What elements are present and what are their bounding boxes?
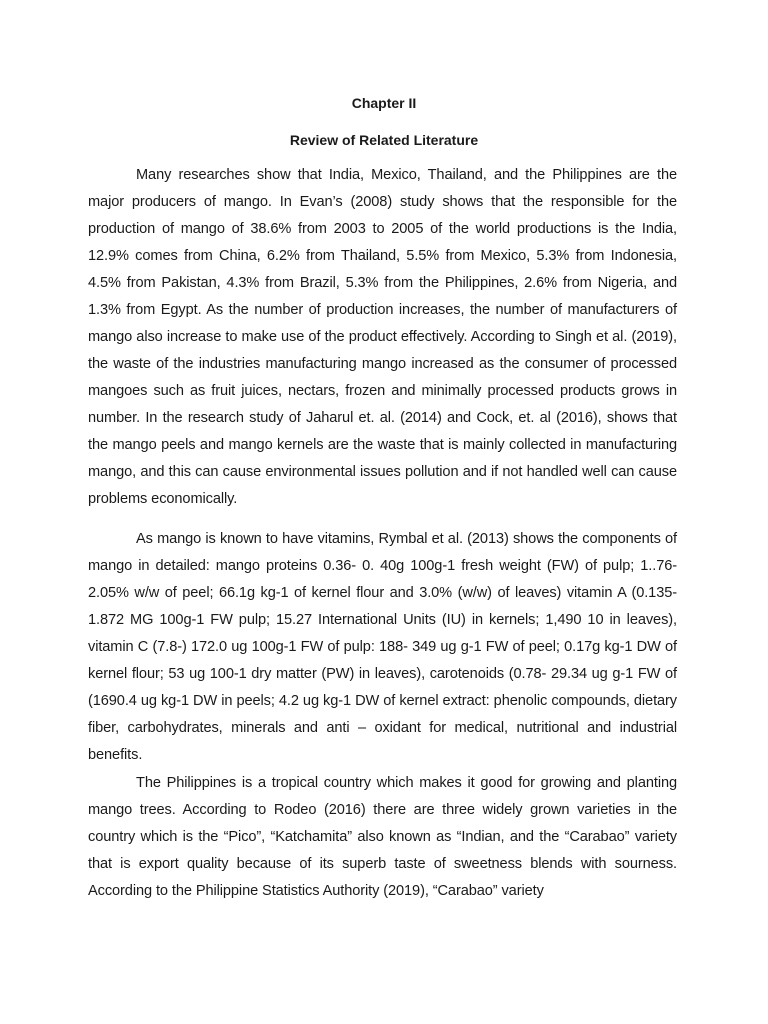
- paragraph-2: As mango is known to have vitamins, Rymbal et al. (2013) shows the components of mango in detailed: mango proteins 0.36- 0. 40g 100g-1 fresh weight (FW) of pulp; 1..76- 2.05% w/w of peel; 66.1g kg-1 of kernel flour and 3.0% (w/w) of leaves) vitamin A (0.135- 1.872 MG 100g-1 FW pulp; 15.27 International Units (IU) in kernels; 1,490 10 in leaves), vitamin C (7.8-) 172.0 ug 100g-1 FW of pulp: 188- 349 ug g-1 FW of peel; 0.17g kg-1 DW of kernel flour; 53 ug 100-1 dry matter (PW) in leaves), carotenoids (0.78- 29.34 ug g-1 FW of (1690.4 ug kg-1 DW in peels; 4.2 ug kg-1 DW of kernel extract: phenolic compounds, dietary fiber, carbohydrates, minerals and anti – oxidant for medical, nutritional and industrial benefits.: [88, 531, 677, 763]
- paragraph-1: Many researches show that India, Mexico, Thailand, and the Philippines are the major producers of mango. In Evan’s (2008) study shows that the responsible for the production of mango of 38.6% from 2003 to 2005 of the world productions is the India, 12.9% comes from China, 6.2% from Thailand, 5.5% from Mexico, 5.3% from Indonesia, 4.5% from Pakistan, 4.3% from Brazil, 5.3% from the Philippines, 2.6% from Nigeria, and 1.3% from Egypt. As the number of production increases, the number of manufacturers of mango also increase to make use of the product effectively. According to Singh et al. (2019), the waste of the industries manufacturing mango increased as the consumer of processed mangoes such as fruit juices, nectars, frozen and minimally processed products grows in number. In the research study of Jaharul et. al. (2014) and Cock, et. al (2016), shows that the mango peels and mango kernels are the waste that is mainly collected in manufacturing mango, and this can cause environmental issues pollution and if not handled well can cause problems economically.: [88, 167, 677, 507]
- section-heading: Review of Related Literature: [289, 132, 479, 148]
- chapter-heading: Chapter II: [351, 95, 417, 111]
- paragraph-3: The Philippines is a tropical country which makes it good for growing and planting mango trees. According to Rodeo (2016) there are three widely grown varieties in the country which is the “Pico”, “Katchamita” also known as “Indian, and the “Carabao” variety that is export quality because of its superb taste of sweetness blends with sourness. According to the Philippine Statistics Authority (2019), “Carabao” variety: [88, 775, 677, 899]
